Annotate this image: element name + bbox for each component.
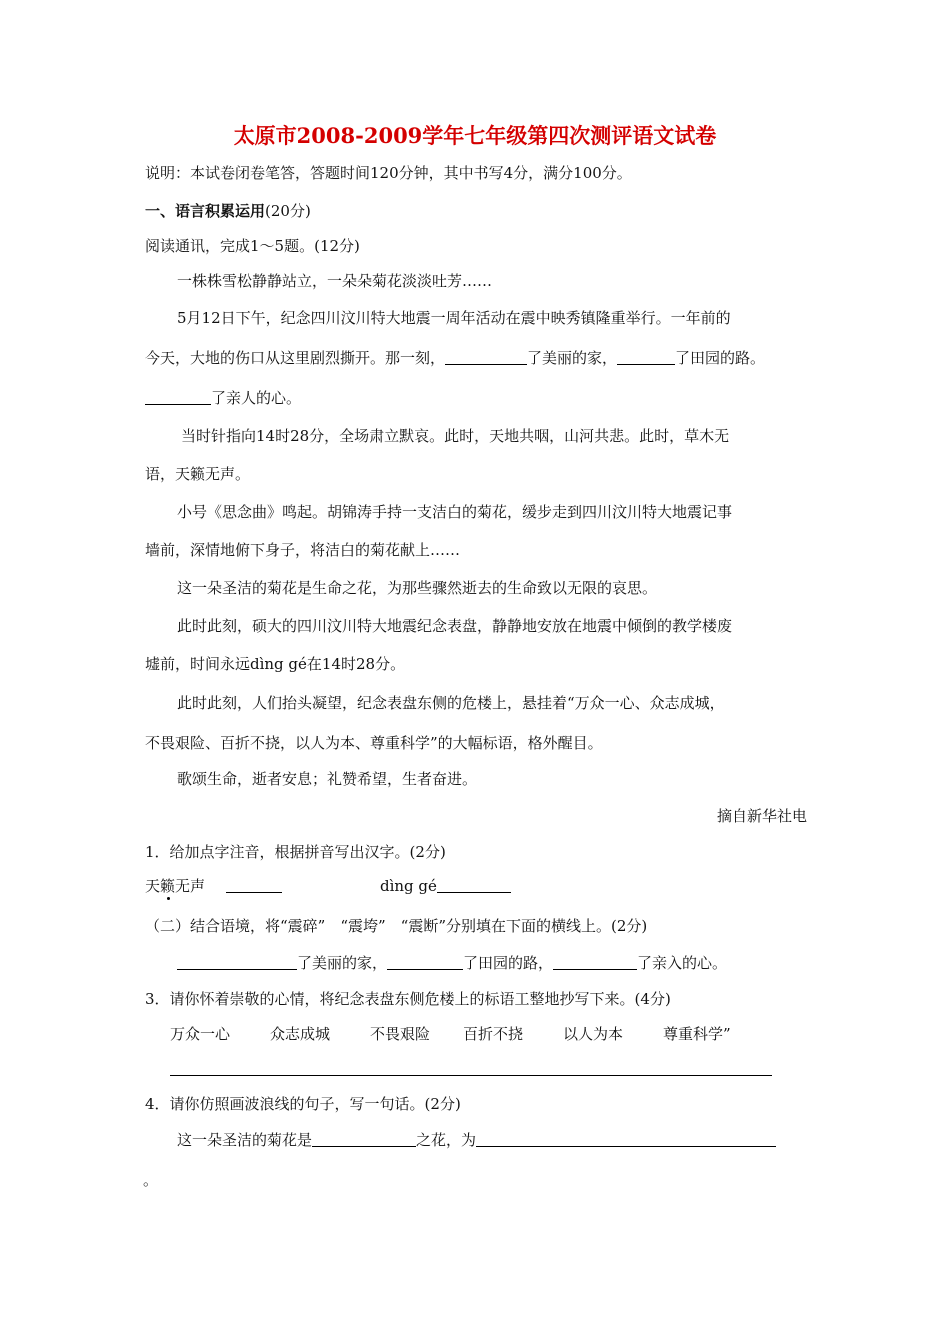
- passage-paragraph-2a: 5月12日下午，纪念四川汶川特大地震一周年活动在震中映秀镇隆重举行。一年前的: [177, 309, 731, 327]
- q2-text-b: 了田园的路，: [463, 954, 554, 972]
- slogan-item: 尊重科学”: [663, 1025, 731, 1043]
- q2-blank-3[interactable]: [553, 954, 637, 970]
- q1-answer-blank-1[interactable]: [226, 877, 282, 893]
- passage-paragraph-6b: 墟前，时间永远dìng gé在14时28分。: [145, 655, 406, 673]
- q1-answer-blank-2[interactable]: [437, 877, 511, 893]
- passage-text: 今天，大地的伤口从这里剧烈撕开。那一刻，: [145, 349, 446, 367]
- question-2-prompt: （二）结合语境，将“震碎” “震垮” “震断”分别填在下面的横线上。(2分): [145, 917, 648, 935]
- q2-text-c: 了亲入的心。: [637, 954, 728, 972]
- slogan-item: 不畏艰险: [370, 1025, 431, 1043]
- slogan-item: 百折不挠: [463, 1025, 524, 1043]
- fill-blank[interactable]: [617, 349, 675, 365]
- q4-blank-2[interactable]: [476, 1131, 776, 1147]
- section-heading: [145, 201, 311, 221]
- passage-paragraph-7b: 不畏艰险、百折不挠，以人为本、尊重科学”的大幅标语，格外醒目。: [145, 734, 603, 752]
- q1-pinyin: dìng gé: [380, 877, 437, 895]
- section-points: (20分): [265, 202, 311, 220]
- q3-answer-line[interactable]: [170, 1075, 772, 1076]
- exam-title: 太原市2008-2009学年七年级第四次测评语文试卷: [233, 123, 717, 148]
- question-2-blanks: [177, 953, 727, 973]
- slogan-item: 以人为本: [563, 1025, 624, 1043]
- q2-text-a: 了美丽的家，: [297, 954, 388, 972]
- passage-source: 摘自新华社电: [716, 807, 807, 825]
- section-title: 一、语言积累运用: [145, 202, 266, 220]
- q1-dotted-char: 籁: [160, 877, 176, 895]
- fill-blank[interactable]: [145, 389, 211, 405]
- q2-blank-2[interactable]: [387, 954, 463, 970]
- passage-paragraph-1: 一株株雪松静静站立，一朵朵菊花淡淡吐芳……: [177, 272, 493, 290]
- passage-paragraph-2b: [145, 348, 765, 368]
- q2-blank-1[interactable]: [177, 954, 297, 970]
- passage-paragraph-2c: [145, 388, 301, 408]
- passage-text: 了亲人的心。: [211, 389, 302, 407]
- q4-text-2: 之花，为: [416, 1131, 477, 1149]
- exam-instructions: 说明：本试卷闭卷笔答，答题时间120分钟，其中书写4分，满分100分。: [145, 164, 632, 182]
- passage-paragraph-4a: 小号《思念曲》鸣起。胡锦涛手持一支洁白的菊花，缓步走到四川汶川特大地震记事: [177, 503, 733, 521]
- q4-end-mark: 。: [143, 1171, 159, 1189]
- question-3-slogans: [170, 1024, 731, 1044]
- question-1-prompt: 1．给加点字注音，根据拼音写出汉字。(2分): [145, 843, 446, 861]
- q4-text-1: 这一朵圣洁的菊花是: [177, 1131, 313, 1149]
- question-4-prompt: 4．请你仿照画波浪线的句子，写一句话。(2分): [145, 1095, 461, 1113]
- passage-paragraph-8: 歌颂生命，逝者安息；礼赞希望，生者奋进。: [177, 770, 478, 788]
- passage-paragraph-4b: 墙前，深情地俯下身子，将洁白的菊花献上……: [145, 541, 461, 559]
- passage-paragraph-5: 这一朵圣洁的菊花是生命之花，为那些骤然逝去的生命致以无限的哀思。: [177, 579, 658, 597]
- passage-paragraph-6a: 此时此刻，硕大的四川汶川特大地震纪念表盘，静静地安放在地震中倾倒的教学楼废: [177, 617, 733, 635]
- passage-text: 了田园的路。: [675, 349, 766, 367]
- slogan-item: 万众一心: [170, 1025, 231, 1043]
- question-3-prompt: 3．请你怀着崇敬的心情，将纪念表盘东侧危楼上的标语工整地抄写下来。(4分): [145, 990, 671, 1008]
- reading-intro: 阅读通讯，完成1～5题。(12分): [145, 237, 360, 255]
- q1-word-pre: 天: [145, 877, 161, 895]
- q4-blank-1[interactable]: [312, 1131, 416, 1147]
- question-1-pinyin: [380, 876, 511, 896]
- fill-blank[interactable]: [445, 349, 527, 365]
- passage-paragraph-7a: 此时此刻，人们抬头凝望，纪念表盘东侧的危楼上，悬挂着“万众一心、众志成城，: [177, 694, 725, 712]
- question-1-items: [145, 876, 282, 896]
- passage-text: 了美丽的家，: [527, 349, 618, 367]
- slogan-item: 众志成城: [270, 1025, 331, 1043]
- passage-paragraph-3b: 语，天籁无声。: [145, 465, 251, 483]
- q1-word-post: 无声: [175, 877, 206, 895]
- question-4-sentence: [177, 1130, 776, 1150]
- passage-paragraph-3a: 当时针指向14时28分，全场肃立默哀。此时，天地共咽，山河共悲。此时，草木无: [181, 427, 730, 445]
